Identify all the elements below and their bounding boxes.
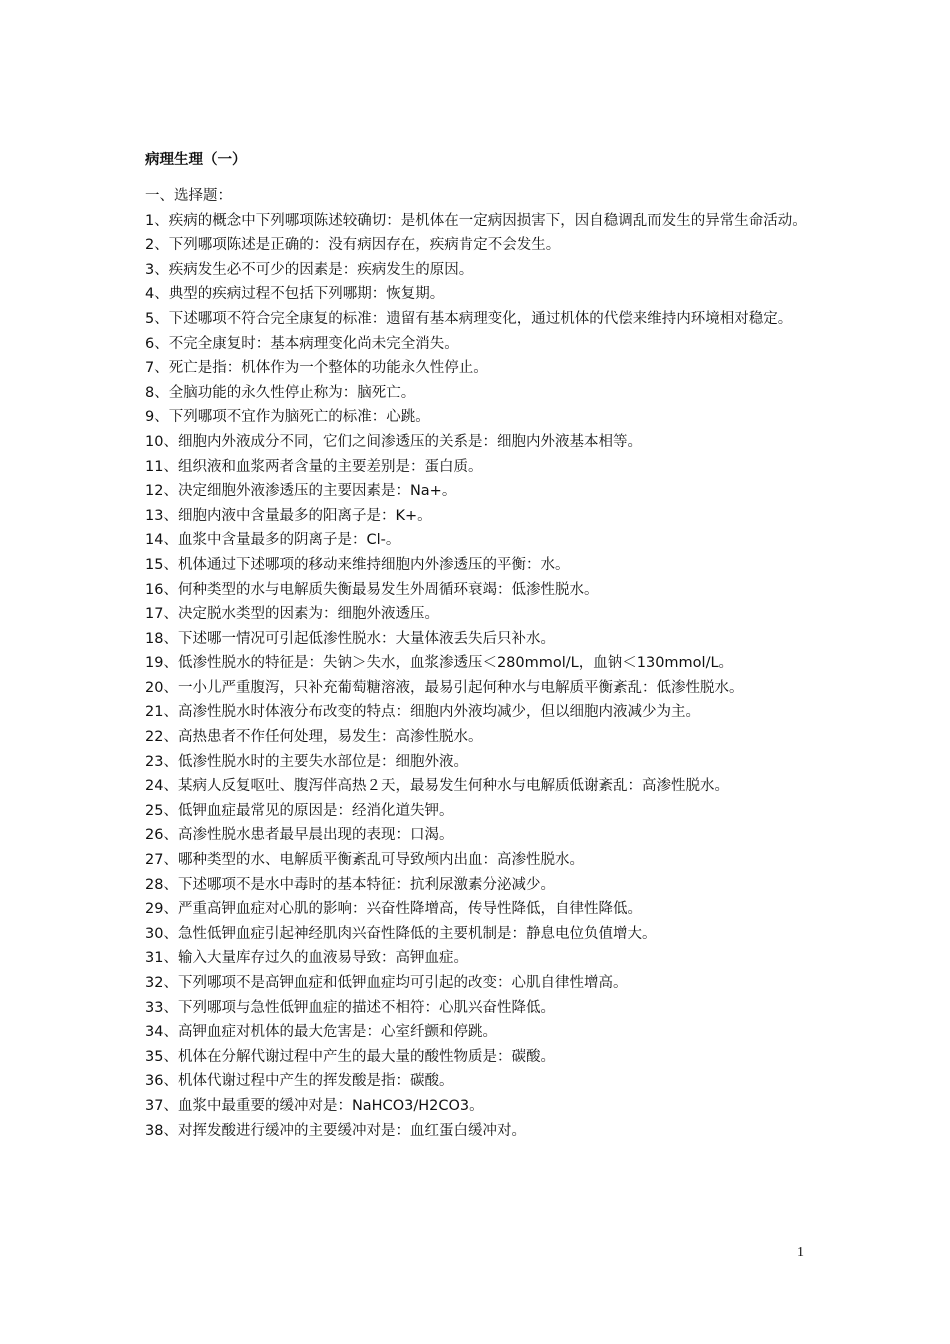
question-item: 31、输入大量库存过久的血液易导致：高钾血症。 xyxy=(145,950,468,967)
question-item: 11、组织液和血浆两者含量的主要差别是：蛋白质。 xyxy=(145,458,483,475)
question-item: 26、高渗性脱水患者最早晨出现的表现：口渴。 xyxy=(145,827,454,844)
question-item: 36、机体代谢过程中产生的挥发酸是指：碳酸。 xyxy=(145,1073,454,1090)
question-item: 3、疾病发生必不可少的因素是：疾病发生的原因。 xyxy=(145,261,474,278)
question-item: 29、严重高钾血症对心肌的影响：兴奋性降增高，传导性降低，自律性降低。 xyxy=(145,901,642,918)
question-item: 6、不完全康复时：基本病理变化尚未完全消失。 xyxy=(145,335,459,352)
question-item: 1、疾病的概念中下列哪项陈述较确切：是机体在一定病因损害下，因自稳调乱而发生的异常生命活动。 xyxy=(145,212,807,229)
question-item: 2、下列哪项陈述是正确的：没有病因存在，疾病肯定不会发生。 xyxy=(145,237,561,254)
question-item: 16、何种类型的水与电解质失衡最易发生外周循环衰竭：低渗性脱水。 xyxy=(145,581,599,598)
document-title: 病理生理（一） xyxy=(145,152,247,168)
question-item: 30、急性低钾血症引起神经肌肉兴奋性降低的主要机制是：静息电位负值增大。 xyxy=(145,925,657,942)
question-item: 17、决定脱水类型的因素为：细胞外液透压。 xyxy=(145,606,439,623)
question-item: 15、机体通过下述哪项的移动来维持细胞内外渗透压的平衡：水。 xyxy=(145,556,570,573)
question-item: 20、一小儿严重腹泻，只补充葡萄糖溶液，最易引起何种水与电解质平衡紊乱：低渗性脱水。 xyxy=(145,679,744,696)
question-item: 34、高钾血症对机体的最大危害是：心室纤颤和停跳。 xyxy=(145,1024,497,1041)
question-item: 13、细胞内液中含量最多的阳离子是：K+。 xyxy=(145,507,432,524)
question-item: 18、下述哪一情况可引起低渗性脱水：大量体液丢失后只补水。 xyxy=(145,630,555,647)
question-item: 27、哪种类型的水、电解质平衡紊乱可导致颅内出血：高渗性脱水。 xyxy=(145,852,584,869)
question-item: 10、细胞内外液成分不同，它们之间渗透压的关系是：细胞内外液基本相等。 xyxy=(145,433,642,450)
question-item: 28、下述哪项不是水中毒时的基本特征：抗利尿激素分泌减少。 xyxy=(145,876,555,893)
question-item: 7、死亡是指：机体作为一个整体的功能永久性停止。 xyxy=(145,360,488,377)
question-item: 35、机体在分解代谢过程中产生的最大量的酸性物质是：碳酸。 xyxy=(145,1048,555,1065)
question-item: 14、血浆中含量最多的阴离子是：Cl-。 xyxy=(145,532,401,549)
question-item: 9、下列哪项不宜作为脑死亡的标准：心跳。 xyxy=(145,409,430,426)
question-item: 33、下列哪项与急性低钾血症的描述不相符：心肌兴奋性降低。 xyxy=(145,999,555,1016)
question-item: 25、低钾血症最常见的原因是：经消化道失钾。 xyxy=(145,802,454,819)
section-heading: 一、选择题： xyxy=(145,188,232,204)
question-item: 19、低渗性脱水的特征是：失钠＞失水，血浆渗透压＜280mmol/L，血钠＜130mmol/L。 xyxy=(145,655,734,672)
question-item: 22、高热患者不作任何处理，易发生：高渗性脱水。 xyxy=(145,729,483,746)
question-item: 12、决定细胞外液渗透压的主要因素是：Na+。 xyxy=(145,483,457,500)
question-item: 4、典型的疾病过程不包括下列哪期：恢复期。 xyxy=(145,286,445,303)
question-item: 8、全脑功能的永久性停止称为：脑死亡。 xyxy=(145,384,416,401)
question-list xyxy=(145,209,813,1144)
question-item: 32、下列哪项不是高钾血症和低钾血症均可引起的改变：心肌自律性增高。 xyxy=(145,975,628,991)
document-content xyxy=(145,148,813,1143)
page-number: 1 xyxy=(797,1245,804,1260)
question-item: 38、对挥发酸进行缓冲的主要缓冲对是：血红蛋白缓冲对。 xyxy=(145,1122,526,1139)
question-item: 5、下述哪项不符合完全康复的标准：遗留有基本病理变化，通过机体的代偿来维持内环境相对稳定。 xyxy=(145,310,793,327)
question-item: 21、高渗性脱水时体液分布改变的特点：细胞内外液均减少，但以细胞内液减少为主。 xyxy=(145,704,700,721)
question-item: 24、某病人反复呕吐、腹泻伴高热２天，最易发生何种水与电解质低谢紊乱：高渗性脱水。 xyxy=(145,778,729,795)
question-item: 37、血浆中最重要的缓冲对是：NaHCO3/H2CO3。 xyxy=(145,1097,484,1114)
question-item: 23、低渗性脱水时的主要失水部位是：细胞外液。 xyxy=(145,753,468,770)
